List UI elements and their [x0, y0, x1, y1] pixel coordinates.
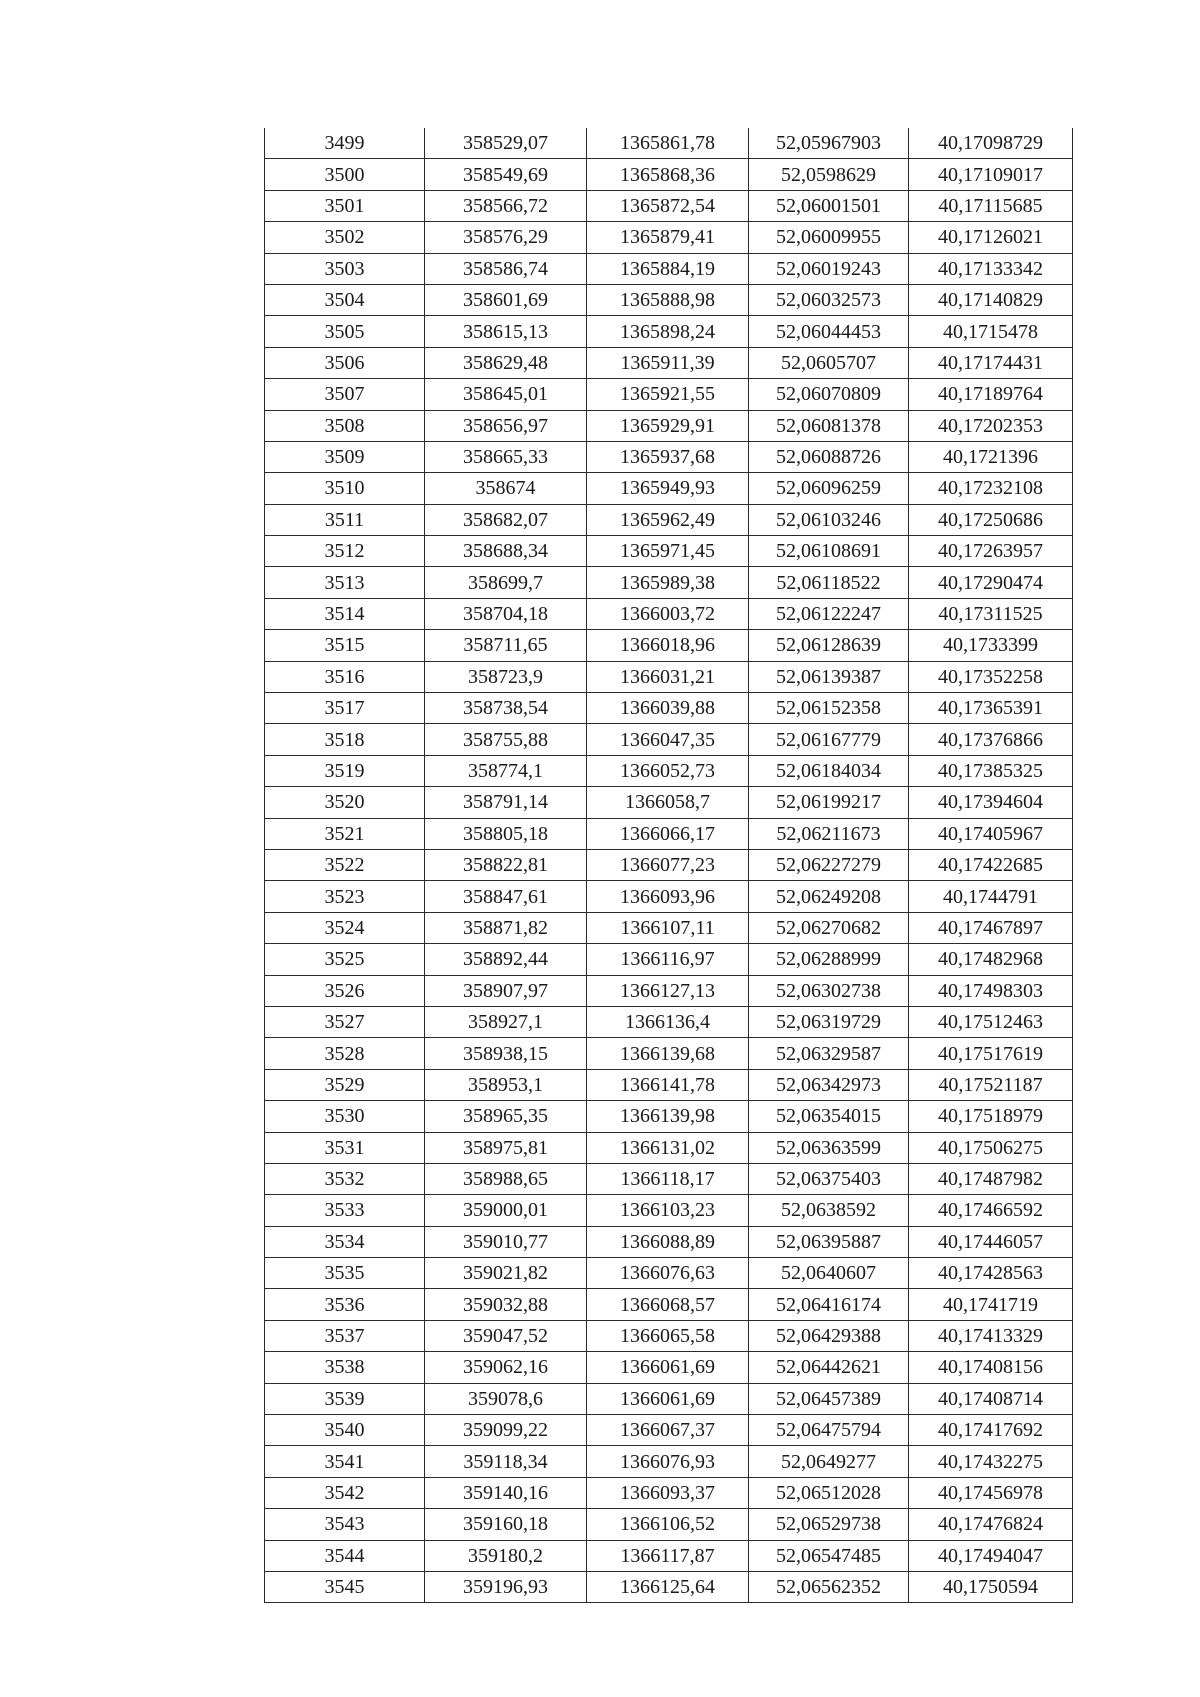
y-coordinate-cell: 1366116,97 [587, 944, 749, 975]
point-number-cell: 3525 [265, 944, 425, 975]
point-number-cell: 3526 [265, 975, 425, 1006]
point-number-cell: 3502 [265, 222, 425, 253]
y-coordinate-cell: 1366065,58 [587, 1320, 749, 1351]
latitude-cell: 52,06088726 [749, 441, 909, 472]
x-coordinate-cell: 359140,16 [425, 1477, 587, 1508]
x-coordinate-cell: 358699,7 [425, 567, 587, 598]
latitude-cell: 52,06562352 [749, 1571, 909, 1602]
longitude-cell: 40,17506275 [909, 1132, 1073, 1163]
y-coordinate-cell: 1365921,55 [587, 379, 749, 410]
x-coordinate-cell: 358755,88 [425, 724, 587, 755]
latitude-cell: 52,06342973 [749, 1069, 909, 1100]
y-coordinate-cell: 1366077,23 [587, 849, 749, 880]
table-row [265, 1101, 1073, 1132]
y-coordinate-cell: 1366107,11 [587, 912, 749, 943]
y-coordinate-cell: 1365898,24 [587, 316, 749, 347]
x-coordinate-cell: 358711,65 [425, 630, 587, 661]
y-coordinate-cell: 1366076,93 [587, 1446, 749, 1477]
point-number-cell: 3507 [265, 379, 425, 410]
latitude-cell: 52,06070809 [749, 379, 909, 410]
x-coordinate-cell: 358791,14 [425, 787, 587, 818]
longitude-cell: 40,17250686 [909, 504, 1073, 535]
latitude-cell: 52,06354015 [749, 1101, 909, 1132]
point-number-cell: 3500 [265, 159, 425, 190]
table-row [265, 504, 1073, 535]
y-coordinate-cell: 1366139,68 [587, 1038, 749, 1069]
table-row [265, 222, 1073, 253]
table-row [265, 598, 1073, 629]
latitude-cell: 52,06103246 [749, 504, 909, 535]
point-number-cell: 3527 [265, 1006, 425, 1037]
y-coordinate-cell: 1366118,17 [587, 1163, 749, 1194]
longitude-cell: 40,17482968 [909, 944, 1073, 975]
point-number-cell: 3532 [265, 1163, 425, 1194]
longitude-cell: 40,17517619 [909, 1038, 1073, 1069]
x-coordinate-cell: 358566,72 [425, 190, 587, 221]
latitude-cell: 52,06288999 [749, 944, 909, 975]
point-number-cell: 3539 [265, 1383, 425, 1414]
x-coordinate-cell: 358529,07 [425, 128, 587, 159]
latitude-cell: 52,0638592 [749, 1195, 909, 1226]
longitude-cell: 40,17098729 [909, 128, 1073, 159]
latitude-cell: 52,06122247 [749, 598, 909, 629]
table-row [265, 567, 1073, 598]
latitude-cell: 52,06128639 [749, 630, 909, 661]
x-coordinate-cell: 358645,01 [425, 379, 587, 410]
table-row [265, 1163, 1073, 1194]
point-number-cell: 3512 [265, 536, 425, 567]
longitude-cell: 40,1744791 [909, 881, 1073, 912]
y-coordinate-cell: 1366093,96 [587, 881, 749, 912]
point-number-cell: 3537 [265, 1320, 425, 1351]
latitude-cell: 52,06019243 [749, 253, 909, 284]
table-body [265, 128, 1073, 1603]
y-coordinate-cell: 1365872,54 [587, 190, 749, 221]
longitude-cell: 40,17413329 [909, 1320, 1073, 1351]
y-coordinate-cell: 1366088,89 [587, 1226, 749, 1257]
table-row [265, 347, 1073, 378]
table-row [265, 1038, 1073, 1069]
longitude-cell: 40,17311525 [909, 598, 1073, 629]
point-number-cell: 3536 [265, 1289, 425, 1320]
x-coordinate-cell: 358656,97 [425, 410, 587, 441]
point-number-cell: 3541 [265, 1446, 425, 1477]
x-coordinate-cell: 358704,18 [425, 598, 587, 629]
x-coordinate-cell: 359010,77 [425, 1226, 587, 1257]
point-number-cell: 3513 [265, 567, 425, 598]
x-coordinate-cell: 358549,69 [425, 159, 587, 190]
longitude-cell: 40,17417692 [909, 1415, 1073, 1446]
x-coordinate-cell: 358615,13 [425, 316, 587, 347]
point-number-cell: 3504 [265, 284, 425, 315]
table-row [265, 1352, 1073, 1383]
y-coordinate-cell: 1365989,38 [587, 567, 749, 598]
longitude-cell: 40,17512463 [909, 1006, 1073, 1037]
latitude-cell: 52,0640607 [749, 1258, 909, 1289]
latitude-cell: 52,06302738 [749, 975, 909, 1006]
point-number-cell: 3531 [265, 1132, 425, 1163]
latitude-cell: 52,06081378 [749, 410, 909, 441]
x-coordinate-cell: 358674 [425, 473, 587, 504]
point-number-cell: 3523 [265, 881, 425, 912]
longitude-cell: 40,17498303 [909, 975, 1073, 1006]
x-coordinate-cell: 358938,15 [425, 1038, 587, 1069]
x-coordinate-cell: 358576,29 [425, 222, 587, 253]
latitude-cell: 52,06118522 [749, 567, 909, 598]
longitude-cell: 40,1750594 [909, 1571, 1073, 1602]
table-row [265, 253, 1073, 284]
table-row [265, 159, 1073, 190]
table-row [265, 1132, 1073, 1163]
longitude-cell: 40,17133342 [909, 253, 1073, 284]
y-coordinate-cell: 1366131,02 [587, 1132, 749, 1163]
latitude-cell: 52,06512028 [749, 1477, 909, 1508]
table-row [265, 1258, 1073, 1289]
x-coordinate-cell: 359078,6 [425, 1383, 587, 1414]
longitude-cell: 40,17408156 [909, 1352, 1073, 1383]
table-row [265, 190, 1073, 221]
table-row [265, 944, 1073, 975]
latitude-cell: 52,06442621 [749, 1352, 909, 1383]
x-coordinate-cell: 358907,97 [425, 975, 587, 1006]
longitude-cell: 40,17476824 [909, 1509, 1073, 1540]
y-coordinate-cell: 1365888,98 [587, 284, 749, 315]
table-row [265, 536, 1073, 567]
table-row [265, 1509, 1073, 1540]
latitude-cell: 52,06395887 [749, 1226, 909, 1257]
table-row [265, 975, 1073, 1006]
y-coordinate-cell: 1365868,36 [587, 159, 749, 190]
x-coordinate-cell: 358953,1 [425, 1069, 587, 1100]
y-coordinate-cell: 1366127,13 [587, 975, 749, 1006]
table-row [265, 1540, 1073, 1571]
x-coordinate-cell: 359062,16 [425, 1352, 587, 1383]
longitude-cell: 40,1733399 [909, 630, 1073, 661]
longitude-cell: 40,17487982 [909, 1163, 1073, 1194]
y-coordinate-cell: 1366067,37 [587, 1415, 749, 1446]
table-row [265, 473, 1073, 504]
latitude-cell: 52,06429388 [749, 1320, 909, 1351]
longitude-cell: 40,17109017 [909, 159, 1073, 190]
latitude-cell: 52,06249208 [749, 881, 909, 912]
longitude-cell: 40,17494047 [909, 1540, 1073, 1571]
point-number-cell: 3543 [265, 1509, 425, 1540]
longitude-cell: 40,17518979 [909, 1101, 1073, 1132]
longitude-cell: 40,17456978 [909, 1477, 1073, 1508]
point-number-cell: 3501 [265, 190, 425, 221]
y-coordinate-cell: 1366031,21 [587, 661, 749, 692]
table-row [265, 1195, 1073, 1226]
point-number-cell: 3517 [265, 693, 425, 724]
x-coordinate-cell: 359180,2 [425, 1540, 587, 1571]
table-row [265, 1069, 1073, 1100]
longitude-cell: 40,17428563 [909, 1258, 1073, 1289]
table-row [265, 912, 1073, 943]
latitude-cell: 52,06001501 [749, 190, 909, 221]
point-number-cell: 3522 [265, 849, 425, 880]
table-row [265, 1415, 1073, 1446]
latitude-cell: 52,06547485 [749, 1540, 909, 1571]
x-coordinate-cell: 359000,01 [425, 1195, 587, 1226]
y-coordinate-cell: 1365879,41 [587, 222, 749, 253]
latitude-cell: 52,06475794 [749, 1415, 909, 1446]
table-row [265, 1289, 1073, 1320]
y-coordinate-cell: 1366003,72 [587, 598, 749, 629]
latitude-cell: 52,06211673 [749, 818, 909, 849]
latitude-cell: 52,06199217 [749, 787, 909, 818]
latitude-cell: 52,06139387 [749, 661, 909, 692]
x-coordinate-cell: 359118,34 [425, 1446, 587, 1477]
x-coordinate-cell: 358688,34 [425, 536, 587, 567]
x-coordinate-cell: 358682,07 [425, 504, 587, 535]
y-coordinate-cell: 1365861,78 [587, 128, 749, 159]
table-row [265, 1477, 1073, 1508]
table-row [265, 881, 1073, 912]
x-coordinate-cell: 358847,61 [425, 881, 587, 912]
point-number-cell: 3528 [265, 1038, 425, 1069]
point-number-cell: 3514 [265, 598, 425, 629]
longitude-cell: 40,17446057 [909, 1226, 1073, 1257]
latitude-cell: 52,0605707 [749, 347, 909, 378]
y-coordinate-cell: 1365937,68 [587, 441, 749, 472]
table-row [265, 379, 1073, 410]
point-number-cell: 3499 [265, 128, 425, 159]
y-coordinate-cell: 1366047,35 [587, 724, 749, 755]
x-coordinate-cell: 358665,33 [425, 441, 587, 472]
y-coordinate-cell: 1366018,96 [587, 630, 749, 661]
point-number-cell: 3529 [265, 1069, 425, 1100]
point-number-cell: 3542 [265, 1477, 425, 1508]
y-coordinate-cell: 1366103,23 [587, 1195, 749, 1226]
x-coordinate-cell: 358629,48 [425, 347, 587, 378]
longitude-cell: 40,17290474 [909, 567, 1073, 598]
table-row [265, 755, 1073, 786]
table-row [265, 316, 1073, 347]
latitude-cell: 52,06009955 [749, 222, 909, 253]
latitude-cell: 52,05967903 [749, 128, 909, 159]
latitude-cell: 52,0598629 [749, 159, 909, 190]
table-row [265, 849, 1073, 880]
latitude-cell: 52,06416174 [749, 1289, 909, 1320]
table-row [265, 284, 1073, 315]
x-coordinate-cell: 358723,9 [425, 661, 587, 692]
longitude-cell: 40,1721396 [909, 441, 1073, 472]
longitude-cell: 40,17140829 [909, 284, 1073, 315]
longitude-cell: 40,17405967 [909, 818, 1073, 849]
point-number-cell: 3535 [265, 1258, 425, 1289]
x-coordinate-cell: 359099,22 [425, 1415, 587, 1446]
longitude-cell: 40,17521187 [909, 1069, 1073, 1100]
y-coordinate-cell: 1365962,49 [587, 504, 749, 535]
longitude-cell: 40,17365391 [909, 693, 1073, 724]
point-number-cell: 3534 [265, 1226, 425, 1257]
latitude-cell: 52,06227279 [749, 849, 909, 880]
x-coordinate-cell: 358805,18 [425, 818, 587, 849]
latitude-cell: 52,06152358 [749, 693, 909, 724]
point-number-cell: 3520 [265, 787, 425, 818]
longitude-cell: 40,17352258 [909, 661, 1073, 692]
latitude-cell: 52,06108691 [749, 536, 909, 567]
y-coordinate-cell: 1365949,93 [587, 473, 749, 504]
latitude-cell: 52,06529738 [749, 1509, 909, 1540]
latitude-cell: 52,06096259 [749, 473, 909, 504]
x-coordinate-cell: 358988,65 [425, 1163, 587, 1194]
x-coordinate-cell: 358871,82 [425, 912, 587, 943]
x-coordinate-cell: 358586,74 [425, 253, 587, 284]
point-number-cell: 3521 [265, 818, 425, 849]
longitude-cell: 40,17466592 [909, 1195, 1073, 1226]
table-row [265, 693, 1073, 724]
y-coordinate-cell: 1365911,39 [587, 347, 749, 378]
point-number-cell: 3516 [265, 661, 425, 692]
x-coordinate-cell: 358601,69 [425, 284, 587, 315]
table-row [265, 724, 1073, 755]
longitude-cell: 40,17189764 [909, 379, 1073, 410]
latitude-cell: 52,06184034 [749, 755, 909, 786]
latitude-cell: 52,06329587 [749, 1038, 909, 1069]
longitude-cell: 40,17408714 [909, 1383, 1073, 1414]
x-coordinate-cell: 359032,88 [425, 1289, 587, 1320]
y-coordinate-cell: 1366058,7 [587, 787, 749, 818]
longitude-cell: 40,17467897 [909, 912, 1073, 943]
point-number-cell: 3509 [265, 441, 425, 472]
point-number-cell: 3506 [265, 347, 425, 378]
longitude-cell: 40,17232108 [909, 473, 1073, 504]
x-coordinate-cell: 358975,81 [425, 1132, 587, 1163]
x-coordinate-cell: 358738,54 [425, 693, 587, 724]
x-coordinate-cell: 359021,82 [425, 1258, 587, 1289]
table-row [265, 787, 1073, 818]
latitude-cell: 52,06044453 [749, 316, 909, 347]
y-coordinate-cell: 1365971,45 [587, 536, 749, 567]
point-number-cell: 3510 [265, 473, 425, 504]
x-coordinate-cell: 359160,18 [425, 1509, 587, 1540]
y-coordinate-cell: 1366117,87 [587, 1540, 749, 1571]
point-number-cell: 3508 [265, 410, 425, 441]
latitude-cell: 52,06319729 [749, 1006, 909, 1037]
table-row [265, 410, 1073, 441]
x-coordinate-cell: 358927,1 [425, 1006, 587, 1037]
x-coordinate-cell: 358822,81 [425, 849, 587, 880]
x-coordinate-cell: 359047,52 [425, 1320, 587, 1351]
latitude-cell: 52,0649277 [749, 1446, 909, 1477]
table-row [265, 630, 1073, 661]
y-coordinate-cell: 1365929,91 [587, 410, 749, 441]
longitude-cell: 40,17263957 [909, 536, 1073, 567]
latitude-cell: 52,06167779 [749, 724, 909, 755]
longitude-cell: 40,17376866 [909, 724, 1073, 755]
latitude-cell: 52,06270682 [749, 912, 909, 943]
x-coordinate-cell: 358892,44 [425, 944, 587, 975]
y-coordinate-cell: 1366076,63 [587, 1258, 749, 1289]
x-coordinate-cell: 358965,35 [425, 1101, 587, 1132]
y-coordinate-cell: 1366093,37 [587, 1477, 749, 1508]
latitude-cell: 52,06375403 [749, 1163, 909, 1194]
table-row [265, 128, 1073, 159]
y-coordinate-cell: 1366039,88 [587, 693, 749, 724]
longitude-cell: 40,17394604 [909, 787, 1073, 818]
longitude-cell: 40,17432275 [909, 1446, 1073, 1477]
longitude-cell: 40,17202353 [909, 410, 1073, 441]
longitude-cell: 40,17115685 [909, 190, 1073, 221]
y-coordinate-cell: 1366066,17 [587, 818, 749, 849]
table-row [265, 1226, 1073, 1257]
point-number-cell: 3505 [265, 316, 425, 347]
longitude-cell: 40,1741719 [909, 1289, 1073, 1320]
point-number-cell: 3503 [265, 253, 425, 284]
y-coordinate-cell: 1366136,4 [587, 1006, 749, 1037]
longitude-cell: 40,1715478 [909, 316, 1073, 347]
point-number-cell: 3533 [265, 1195, 425, 1226]
point-number-cell: 3544 [265, 1540, 425, 1571]
latitude-cell: 52,06032573 [749, 284, 909, 315]
table-row [265, 1006, 1073, 1037]
y-coordinate-cell: 1366141,78 [587, 1069, 749, 1100]
table-row [265, 818, 1073, 849]
latitude-cell: 52,06457389 [749, 1383, 909, 1414]
table-row [265, 661, 1073, 692]
longitude-cell: 40,17422685 [909, 849, 1073, 880]
table-row [265, 1571, 1073, 1602]
table-row [265, 1383, 1073, 1414]
point-number-cell: 3518 [265, 724, 425, 755]
longitude-cell: 40,17385325 [909, 755, 1073, 786]
point-number-cell: 3530 [265, 1101, 425, 1132]
table-row [265, 441, 1073, 472]
point-number-cell: 3545 [265, 1571, 425, 1602]
point-number-cell: 3519 [265, 755, 425, 786]
point-number-cell: 3540 [265, 1415, 425, 1446]
y-coordinate-cell: 1366061,69 [587, 1352, 749, 1383]
coordinates-table [264, 128, 1073, 1603]
point-number-cell: 3515 [265, 630, 425, 661]
y-coordinate-cell: 1366139,98 [587, 1101, 749, 1132]
y-coordinate-cell: 1366106,52 [587, 1509, 749, 1540]
y-coordinate-cell: 1365884,19 [587, 253, 749, 284]
x-coordinate-cell: 358774,1 [425, 755, 587, 786]
y-coordinate-cell: 1366068,57 [587, 1289, 749, 1320]
point-number-cell: 3511 [265, 504, 425, 535]
table-row [265, 1320, 1073, 1351]
longitude-cell: 40,17126021 [909, 222, 1073, 253]
y-coordinate-cell: 1366052,73 [587, 755, 749, 786]
point-number-cell: 3538 [265, 1352, 425, 1383]
point-number-cell: 3524 [265, 912, 425, 943]
longitude-cell: 40,17174431 [909, 347, 1073, 378]
x-coordinate-cell: 359196,93 [425, 1571, 587, 1602]
y-coordinate-cell: 1366125,64 [587, 1571, 749, 1602]
table-row [265, 1446, 1073, 1477]
y-coordinate-cell: 1366061,69 [587, 1383, 749, 1414]
latitude-cell: 52,06363599 [749, 1132, 909, 1163]
